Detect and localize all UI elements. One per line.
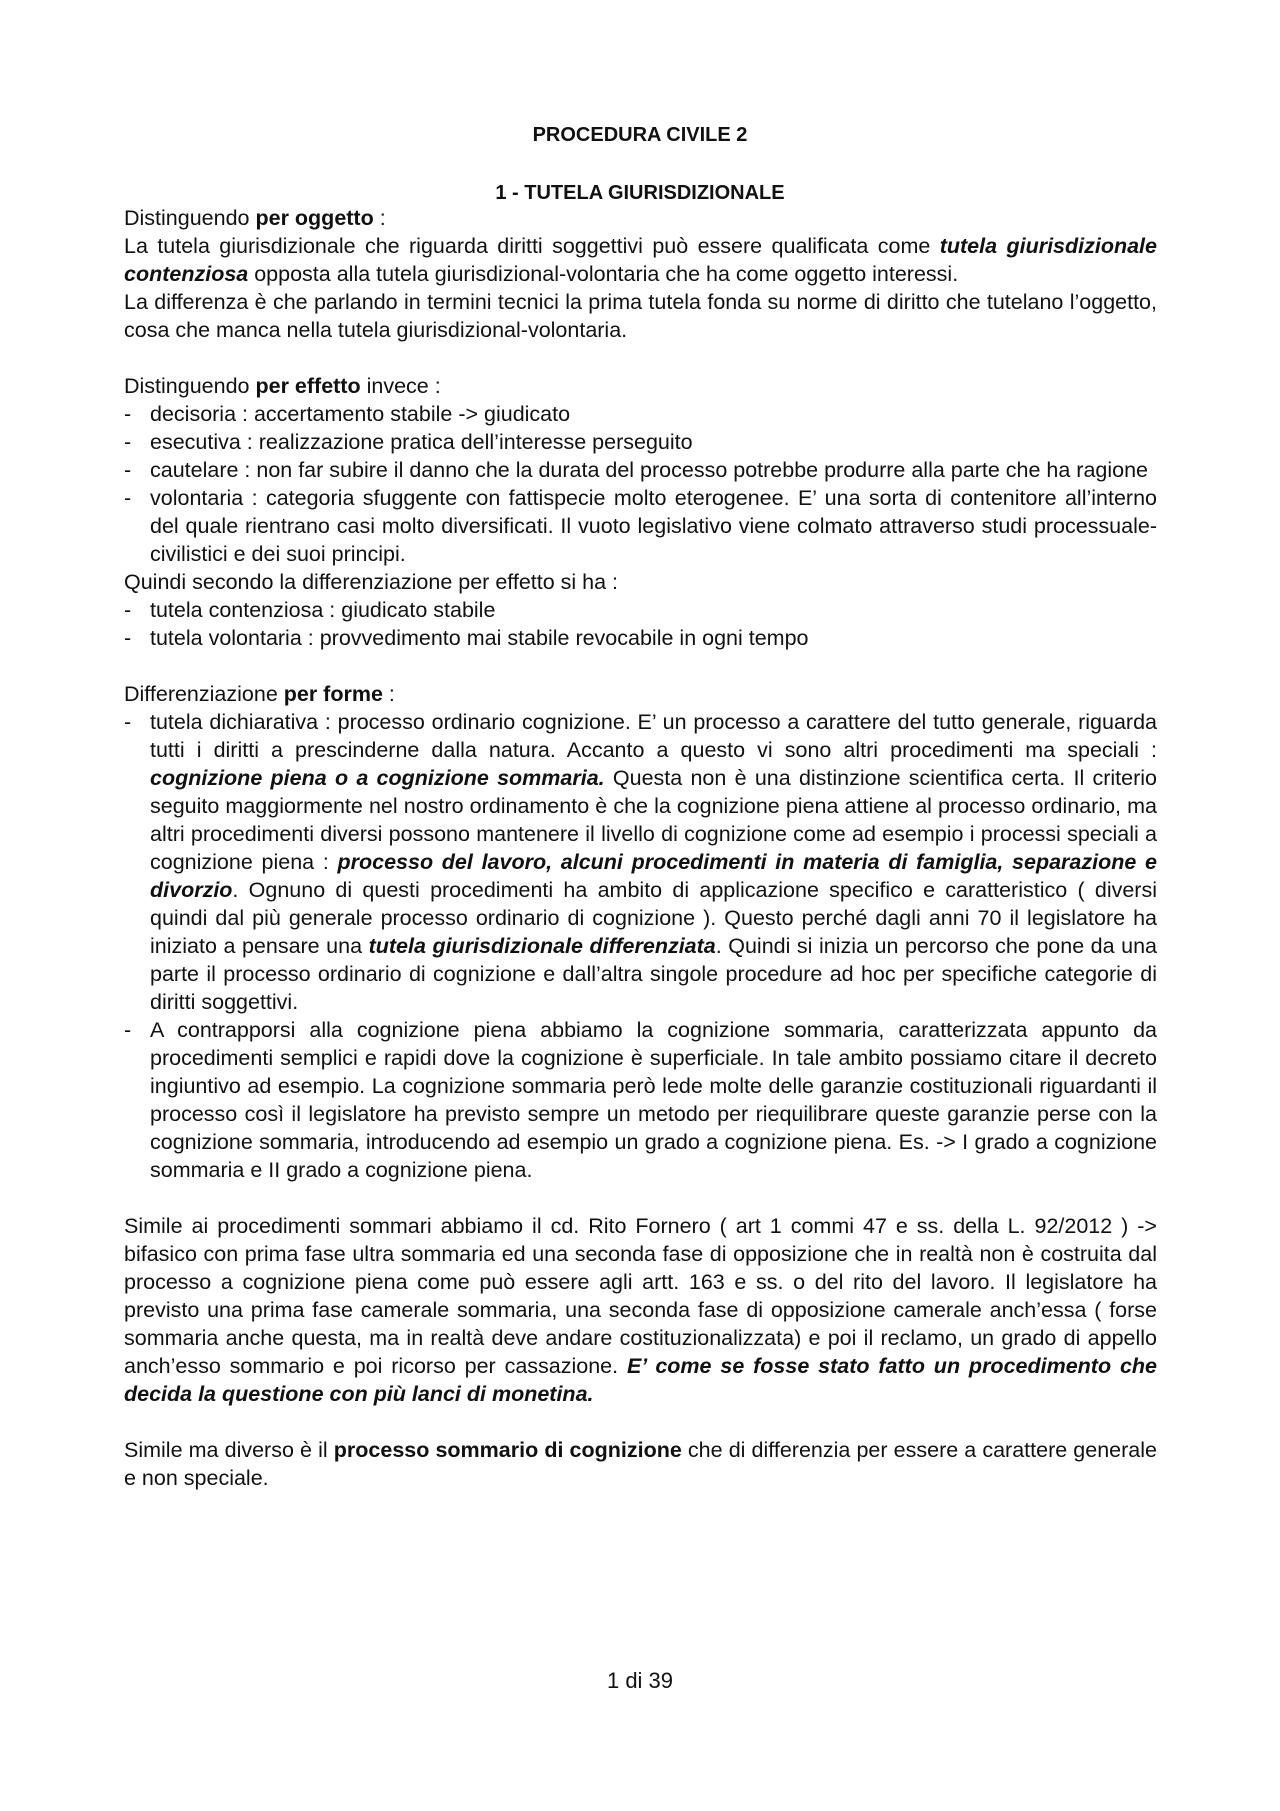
paragraph-forme-intro: Differenziazione per forme :: [124, 682, 395, 706]
paragraph-effetto-intro: Distinguendo per effetto invece :: [124, 374, 441, 398]
paragraph-oggetto-definition: La tutela giurisdizionale che riguarda diritti soggettivi può essere qualificata come tutela giurisdizionale contenziosa opposta alla tutela giurisdizional-volontaria che ha come oggetto interessi.: [124, 234, 1157, 286]
section-title: 1 - TUTELA GIURISDIZIONALE: [495, 182, 785, 204]
term-per-forme: per forme: [283, 682, 383, 706]
term-per-effetto: per effetto: [255, 374, 361, 398]
list-item: - tutela volontaria : provvedimento mai stabile revocabile in ogni tempo: [124, 624, 1157, 652]
list-forme: [124, 708, 1157, 1184]
term-tutela-contenziosa: tutela giurisdizionale contenziosa: [124, 234, 1157, 286]
paragraph-effetto-summary: Quindi secondo la differenziazione per effetto si ha :: [124, 570, 619, 594]
list-item: - A contrapporsi alla cognizione piena abbiamo la cognizione sommaria, caratterizzata appunto da procedimenti semplici e rapidi dove la cognizione è superficiale. In tale ambito possiamo citare il decreto ingiuntivo ad esempio. La cognizione sommaria però lede molte delle garanzie costituzionali riguardanti il processo così il legislatore ha previsto sempre un metodo per riequilibrare queste garanzie perse con la cognizione sommaria, introducendo ad esempio un grado a cognizione piena. Es. -> I grado a cognizione sommaria e II grado a cognizione piena.: [124, 1016, 1157, 1184]
list-item: - cautelare : non far subire il danno che la durata del processo potrebbe produrre alla parte che ha ragione: [124, 456, 1157, 484]
term-processo-sommario: processo sommario di cognizione: [333, 1438, 682, 1462]
paragraph-oggetto-difference: La differenza è che parlando in termini tecnici la prima tutela fonda su norme di diritto che tutelano l’oggetto, cosa che manca nella tutela giurisdizional-volontaria.: [124, 290, 1157, 342]
list-item: - decisoria : accertamento stabile -> giudicato: [124, 400, 1157, 428]
paragraph-processo-sommario: Simile ma diverso è il processo sommario di cognizione che di differenzia per essere a carattere generale e non speciale.: [124, 1438, 1157, 1490]
paragraph-gap: [124, 344, 1157, 372]
list-effetto-summary: [124, 596, 1157, 652]
paragraph-gap: [124, 652, 1157, 680]
list-effetto: [124, 400, 1157, 568]
document-body: [124, 204, 1157, 1492]
paragraph-gap: [124, 1184, 1157, 1212]
term-per-oggetto: per oggetto: [255, 206, 374, 230]
term-processo-lavoro: processo del lavoro, alcuni procedimenti in materia di famiglia, separazione e divorzio: [150, 850, 1157, 902]
paragraph-gap: [124, 1408, 1157, 1436]
term-tutela-differenziata: tutela giurisdizionale differenziata: [368, 934, 716, 958]
emphasis-monetina: E’ come se fosse stato fatto un procedimento che decida la questione con più lanci di monetina.: [124, 1354, 1157, 1406]
paragraph-rito-fornero: Simile ai procedimenti sommari abbiamo il cd. Rito Fornero ( art 1 commi 47 e ss. della L. 92/2012 ) -> bifasico con prima fase ultra sommaria ed una seconda fase di opposizione che in realtà non è costruita dal processo a cognizione piena come può essere agli artt. 163 e ss. o del rito del lavoro. Il legislatore ha previsto una prima fase camerale sommaria, una seconda fase di opposizione camerale anch’essa ( forse sommaria anche questa, ma in realtà deve andare costituzionalizzata) e poi il reclamo, un grado di appello anch’esso sommario e poi ricorso per cassazione. E’ come se fosse stato fatto un procedimento che decida la questione con più lanci di monetina.: [124, 1214, 1157, 1406]
page-number: 1 di 39: [606, 1668, 674, 1693]
term-cognizione: cognizione piena o a cognizione sommaria.: [150, 766, 605, 790]
list-item: - volontaria : categoria sfuggente con fattispecie molto eterogenee. E’ una sorta di contenitore all’interno del quale rientrano casi molto diversificati. Il vuoto legislativo viene colmato attraverso studi processuale-civilistici e dei suoi principi.: [124, 484, 1157, 568]
document-title: PROCEDURA CIVILE 2: [532, 124, 748, 146]
list-item: - tutela dichiarativa : processo ordinario cognizione. E’ un processo a carattere del tutto generale, riguarda tutti i diritti a prescinderne dalla natura. Accanto a questo vi sono altri procedimenti ma speciali : cognizione piena o a cognizione sommaria. Questa non è una distinzione scientifica certa. Il criterio seguito maggiormente nel nostro ordinamento è che la cognizione piena attiene al processo ordinario, ma altri procedimenti diversi possono mantenere il livello di cognizione come ad esempio i processi speciali a cognizione piena : processo del lavoro, alcuni procedimenti in materia di famiglia, separazione e divorzio. Ognuno di questi procedimenti ha ambito di applicazione specifico e caratteristico ( diversi quindi dal più generale processo ordinario di cognizione ). Questo perché dagli anni 70 il legislatore ha iniziato a pensare una tutela giurisdizionale differenziata. Quindi si inizia un percorso che pone da una parte il processo ordinario di cognizione e dall’altra singole procedure ad hoc per specifiche categorie di diritti soggettivi.: [124, 708, 1157, 1016]
list-item: - tutela contenziosa : giudicato stabile: [124, 596, 1157, 624]
list-item: - esecutiva : realizzazione pratica dell’interesse perseguito: [124, 428, 1157, 456]
paragraph-oggetto-intro: Distinguendo per oggetto :: [124, 206, 386, 230]
